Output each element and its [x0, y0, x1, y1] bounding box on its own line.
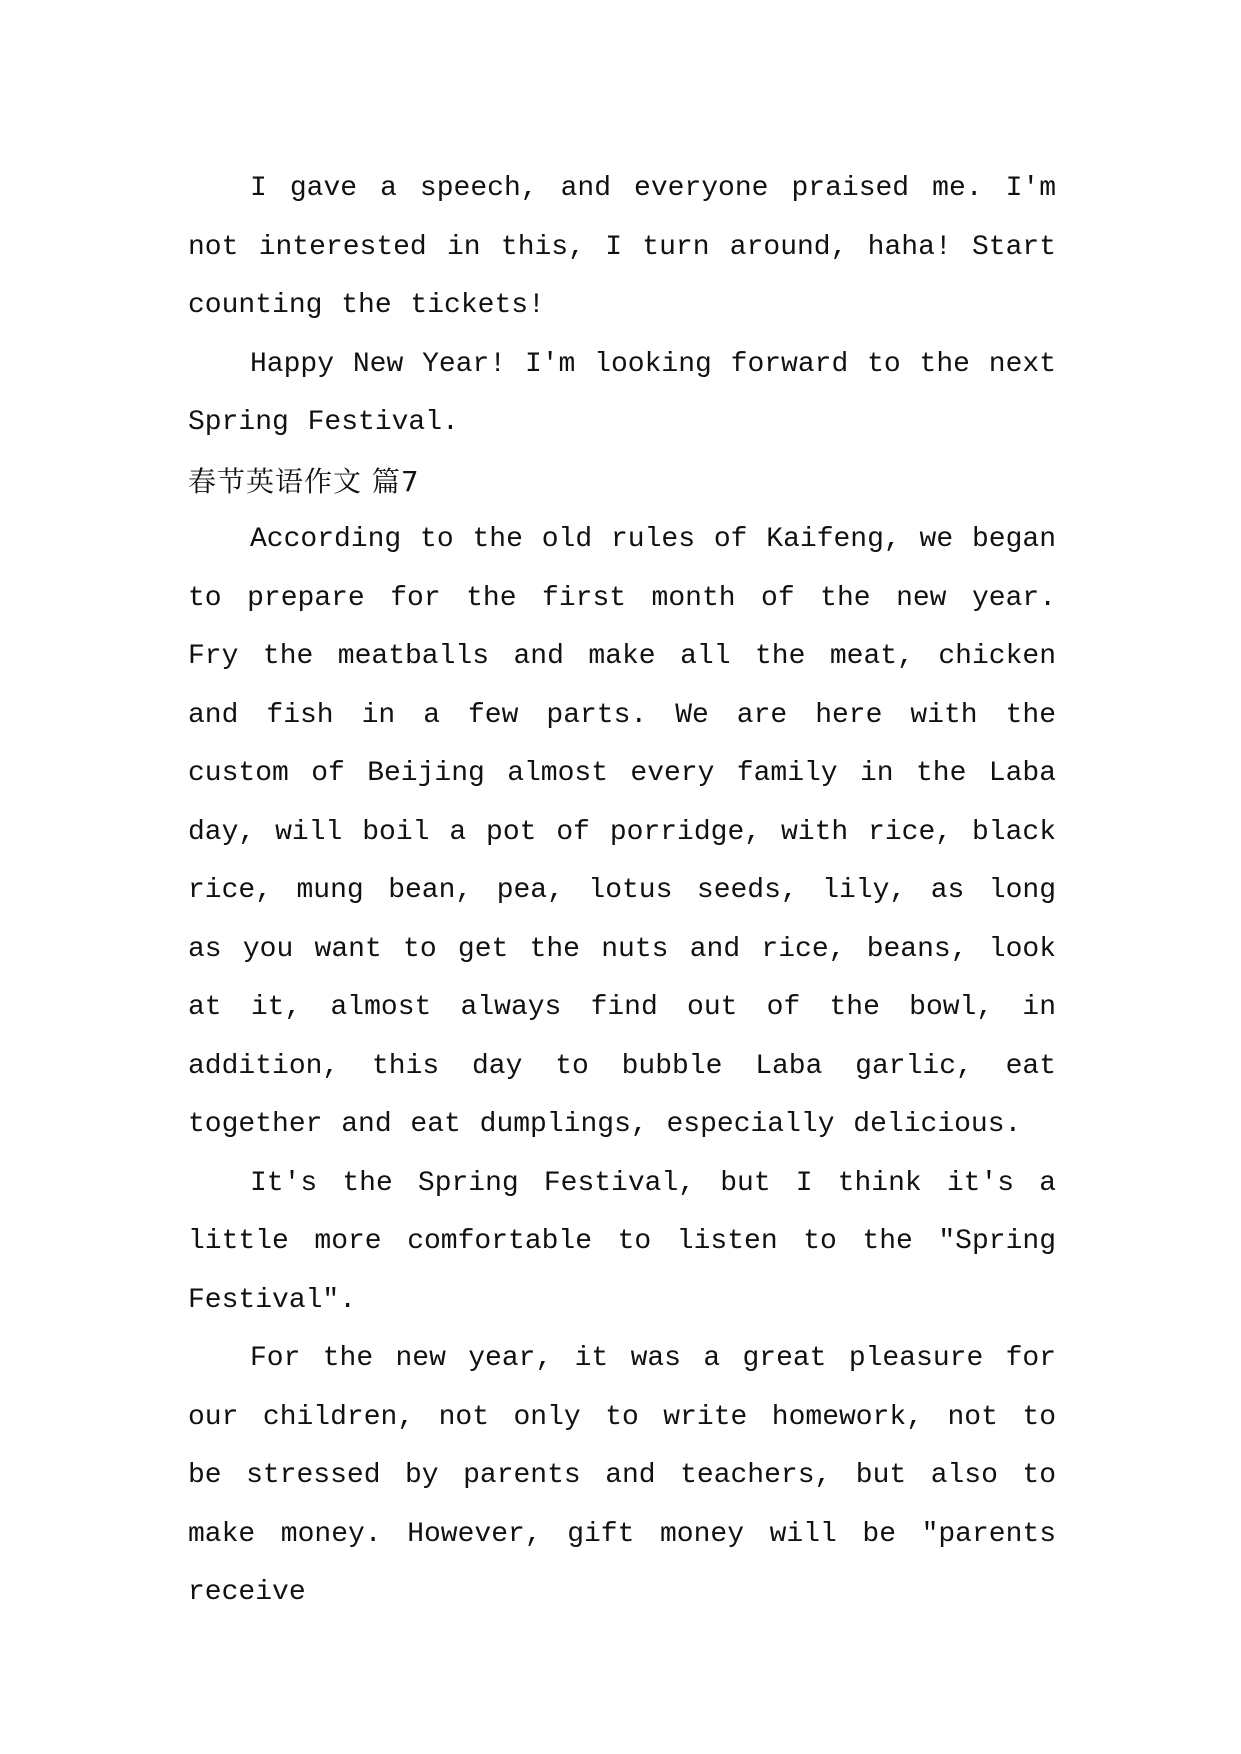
paragraph-kaifeng-customs: According to the old rules of Kaifeng, we began to prepare for the first month of the new year. Fry the meatballs and make all the meat, chicken and fish in a few parts. We are here with the custom of Beijing almost every family in the Laba day, will boil a pot of porridge, with rice, black rice, mung bean, pea, lotus seeds, lily, as long as you want to get the nuts and rice, beans, look at it, almost always find out of the bowl, in addition, this day to bubble Laba garlic, eat together and eat dumplings, especially delicious. — [188, 524, 1056, 1140]
paragraph-speech: I gave a speech, and everyone praised me. I'm not interested in this, I turn around, haha! Start counting the tickets! — [188, 173, 1056, 321]
paragraph-children-pleasure: For the new year, it was a great pleasure for our children, not only to write homework, not to be stressed by parents and teachers, but also to make money. However, gift money will be "parents receive — [188, 1343, 1056, 1608]
document-body — [188, 160, 1056, 1623]
section-heading: 春节英语作文 篇7 — [188, 464, 420, 498]
paragraph-new-year: Happy New Year! I'm looking forward to the next Spring Festival. — [188, 348, 1056, 438]
paragraph-spring-festival: It's the Spring Festival, but I think it's a little more comfortable to listen to the "Spring Festival". — [188, 1167, 1056, 1316]
